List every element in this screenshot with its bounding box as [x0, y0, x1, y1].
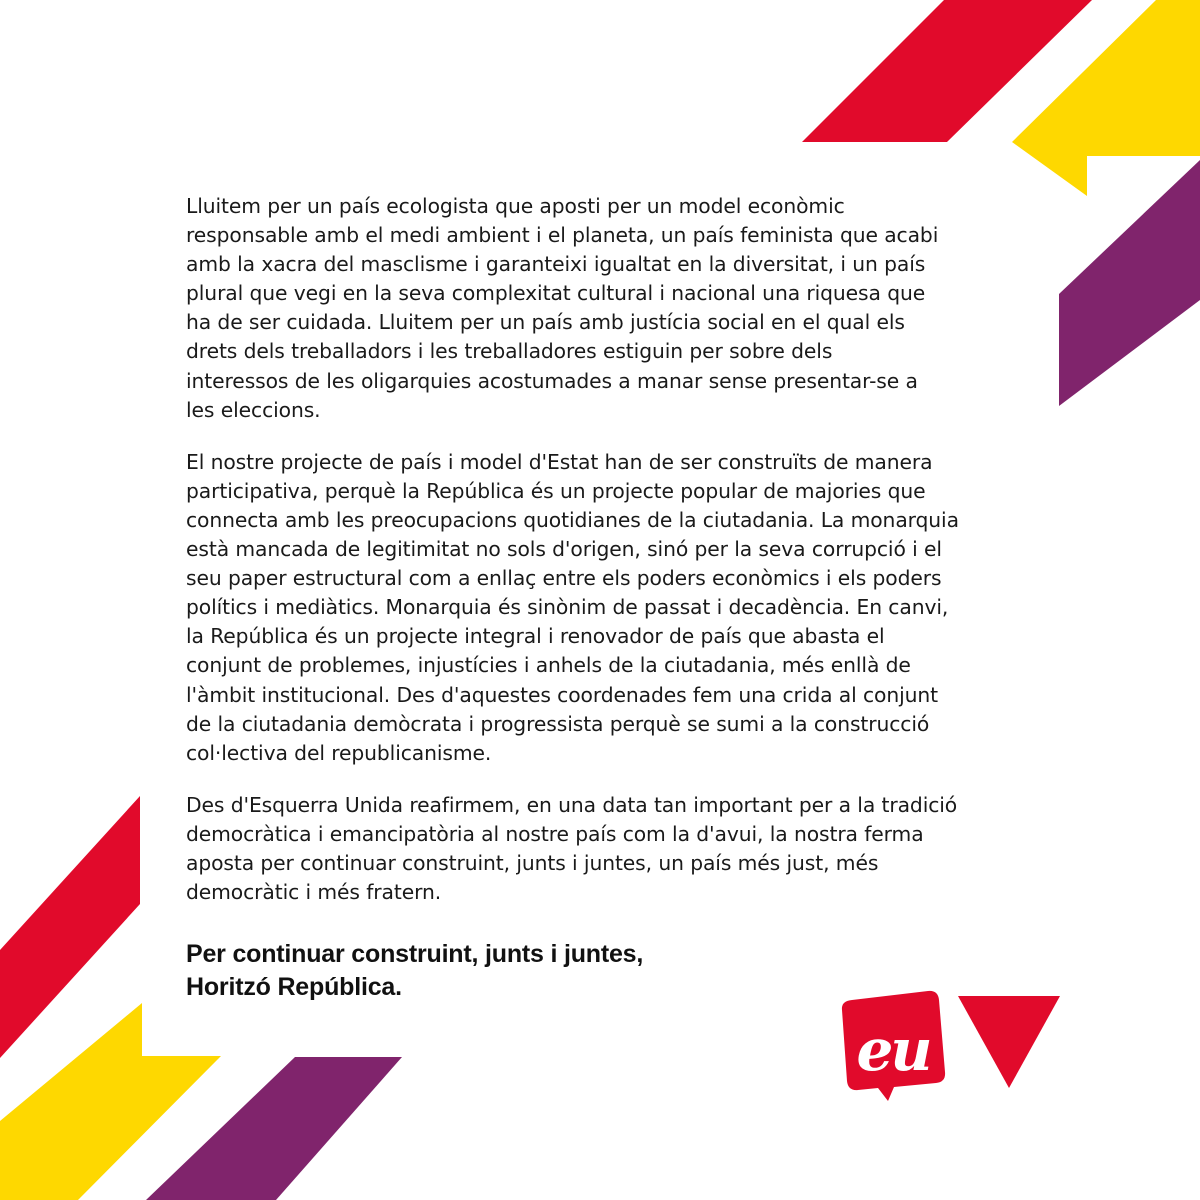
text-line: col·lectiva del republicanisme.	[186, 740, 492, 765]
slogan-line: Horitzó República.	[186, 973, 402, 1001]
text-line: democràtica i emancipatòria al nostre país com la d'avui, la nostra ferma	[186, 821, 924, 846]
text-line: aposta per continuar construint, junts i juntes, un país més just, més	[186, 850, 879, 875]
esquerra-unida-logo	[838, 990, 1064, 1102]
text-line: Lluitem per un país ecologista que aposti per un model econòmic	[186, 194, 845, 218]
logo-text: eu	[856, 1016, 930, 1084]
text-line: responsable amb el medi ambient i el planeta, un país feminista que acabi	[186, 223, 939, 248]
text-line: democràtic i més fratern.	[186, 880, 442, 905]
text-line: de la ciutadania demòcrata i progressista perquè se sumi a la construcció	[186, 711, 930, 736]
text-line: plural que vegi en la seva complexitat cultural i nacional una riquesa que	[186, 281, 926, 306]
text-line: la República és un projecte integral i renovador de país que abasta el	[186, 624, 885, 649]
text-line: seu paper estructural com a enllaç entre els poders econòmics i els poders	[186, 566, 942, 591]
paragraph-2	[186, 448, 1026, 768]
text-line: polítics i mediàtics. Monarquia és sinònim de passat i decadència. En canvi,	[186, 595, 949, 620]
text-line: les eleccions.	[186, 397, 321, 422]
text-line: connecta amb les preocupacions quotidianes de la ciutadania. La monarquia	[186, 507, 959, 532]
text-line: Des d'Esquerra Unida reafirmem, en una data tan important per a la tradició	[186, 792, 958, 817]
text-line: està mancada de legitimitat no sols d'origen, sinó per la seva corrupció i el	[186, 537, 942, 562]
triangle-down-icon	[958, 996, 1060, 1088]
text-line: ha de ser cuidada. Lluitem per un país amb justícia social en el qual els	[186, 310, 905, 335]
statement-body	[186, 192, 1026, 930]
paragraph-3	[186, 791, 1026, 907]
bottom-red-stripe	[0, 796, 140, 1058]
text-line: conjunt de problemes, injustícies i anhels de la ciutadania, més enllà de	[186, 653, 911, 678]
text-line: drets dels treballadors i les treballadores estiguin per sobre dels	[186, 339, 833, 364]
top-purple-stripe	[1059, 160, 1200, 406]
text-line: interessos de les oligarquies acostumades a manar sense presentar-se a	[186, 368, 918, 393]
text-line: amb la xacra del masclisme i garanteixi igualtat en la diversitat, i un país	[186, 252, 926, 277]
paragraph-1	[186, 192, 1026, 425]
slogan-line: Per continuar construint, junts i juntes,	[186, 940, 644, 968]
closing-slogan	[186, 938, 643, 1004]
text-line: participativa, perquè la República és un projecte popular de majories que	[186, 478, 926, 503]
speech-bubble-icon	[842, 991, 945, 1101]
text-line: l'àmbit institucional. Des d'aquestes coordenades fem una crida al conjunt	[186, 682, 938, 707]
text-line: El nostre projecte de país i model d'Estat han de ser construïts de manera	[186, 449, 933, 474]
